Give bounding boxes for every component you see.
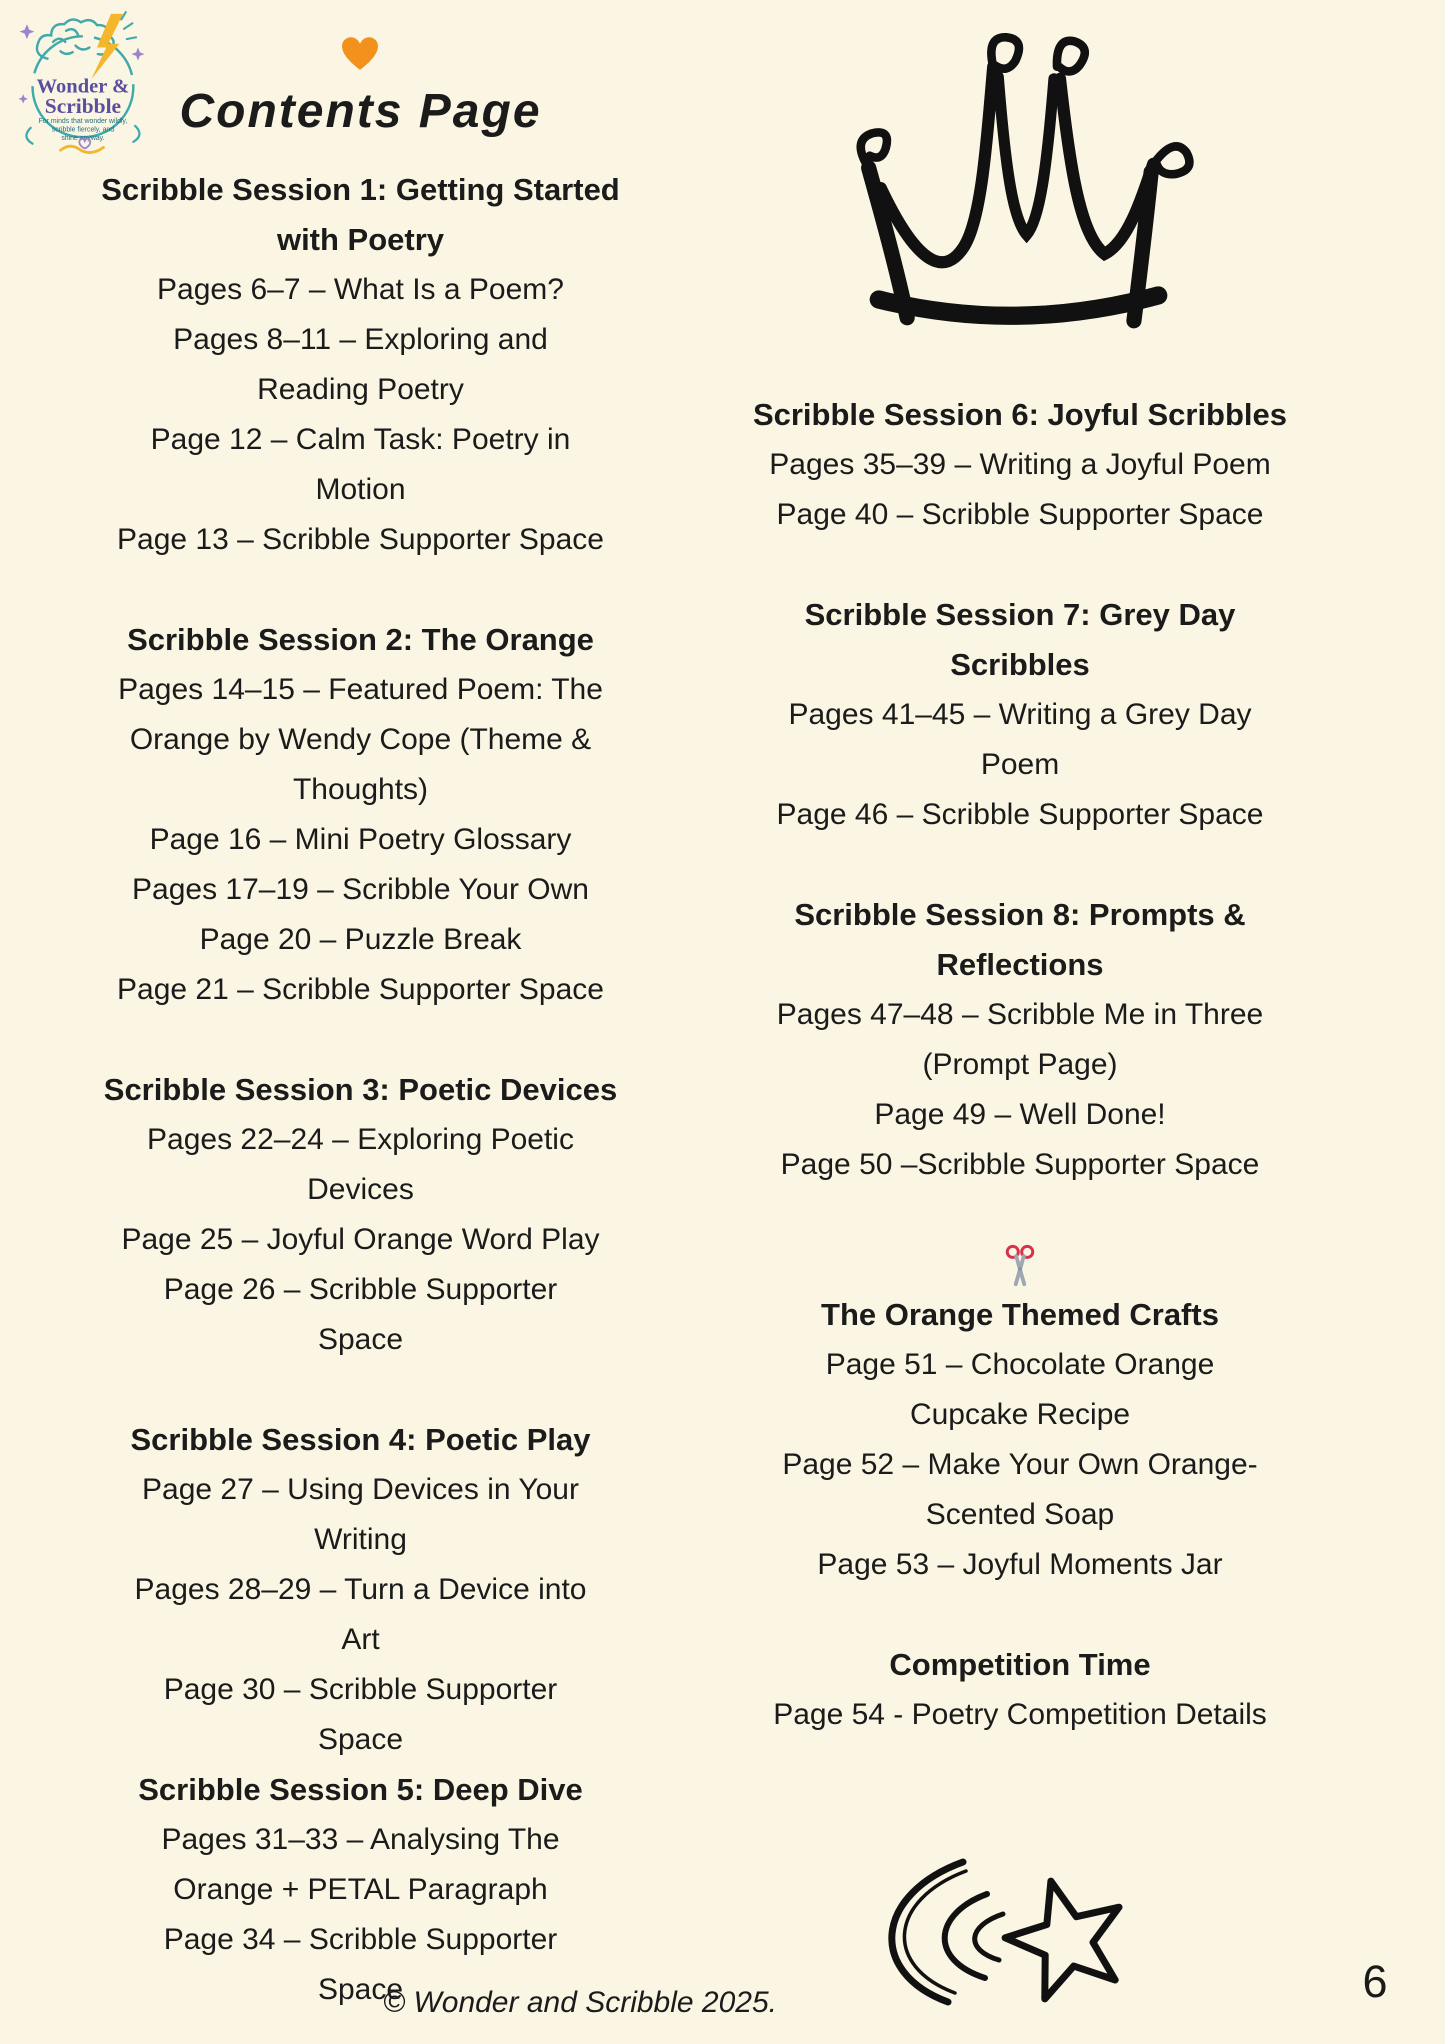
toc-item: Pages 14–15 – Featured Poem: The Orange by Wendy Cope (Theme & Thoughts) (118, 673, 603, 806)
toc-section (695, 1640, 1345, 1740)
toc-item: Pages 31–33 – Analysing The Orange + PETAL Paragraph (161, 1823, 560, 1906)
toc-section (38, 1065, 683, 1365)
toc-item: Pages 28–29 – Turn a Device into Art (134, 1573, 587, 1656)
toc-item: Page 53 – Joyful Moments Jar (817, 1548, 1223, 1581)
section-title: Scribble Session 6: Joyful Scribbles (752, 397, 1288, 432)
toc-item: Pages 8–11 – Exploring and Reading Poetry (173, 323, 548, 406)
toc-item: Page 40 – Scribble Supporter Space (776, 498, 1264, 531)
toc-section (38, 1415, 683, 1765)
toc-section (695, 890, 1345, 1190)
page-number: 6 (1362, 1956, 1388, 2007)
toc-item: Page 20 – Puzzle Break (199, 923, 522, 956)
toc-item: Page 21 – Scribble Supporter Space (117, 973, 604, 1006)
toc-item: Pages 35–39 – Writing a Joyful Poem (769, 448, 1271, 481)
left-column (38, 165, 683, 2015)
heart-icon (342, 37, 378, 70)
scissors-icon (695, 1240, 1345, 1290)
toc-item: Pages 22–24 – Exploring Poetic Devices (147, 1123, 574, 1206)
toc-section (38, 165, 683, 565)
logo-tagline-line2: scribble fiercely, and (51, 126, 115, 134)
toc-item: Page 27 – Using Devices in Your Writing (142, 1473, 579, 1556)
section-title: Scribble Session 8: Prompts & Reflections (794, 897, 1246, 982)
section-title: Scribble Session 1: Getting Started with Poetry (101, 172, 620, 257)
toc-item: Page 34 – Scribble Supporter Space (163, 1923, 558, 2006)
toc-section (695, 590, 1345, 840)
toc-section (695, 1240, 1345, 1590)
right-column (695, 390, 1345, 1740)
toc-item: Page 46 – Scribble Supporter Space (776, 798, 1264, 831)
toc-section (38, 1765, 683, 2015)
logo-wordmark-line1: Wonder & (36, 75, 130, 98)
logo-wordmark-line2: Scribble (44, 93, 122, 118)
toc-section (695, 390, 1345, 540)
toc-item: Pages 6–7 – What Is a Poem? (157, 273, 564, 306)
section-title: Scribble Session 2: The Orange (127, 622, 594, 657)
toc-item: Page 12 – Calm Task: Poetry in Motion (150, 423, 571, 506)
toc-item: Page 25 – Joyful Orange Word Play (121, 1223, 600, 1256)
toc-item: Page 51 – Chocolate Orange Cupcake Recipe (825, 1348, 1215, 1431)
toc-item: Page 52 – Make Your Own Orange- Scented Soap (782, 1448, 1258, 1531)
toc-item: Page 49 – Well Done! (874, 1098, 1166, 1131)
toc-item: Pages 41–45 – Writing a Grey Day Poem (788, 698, 1252, 781)
toc-item: Page 26 – Scribble Supporter Space (163, 1273, 558, 1356)
shooting-star-doodle (845, 1836, 1155, 2041)
toc-item: Page 13 – Scribble Supporter Space (117, 523, 604, 556)
section-title: Scribble Session 5: Deep Dive (138, 1772, 583, 1807)
spark-lines (121, 12, 136, 39)
toc-item: Page 50 –Scribble Supporter Space (780, 1148, 1260, 1181)
logo-tagline-line3: shine anyway. (61, 134, 105, 142)
toc-item: Page 16 – Mini Poetry Glossary (149, 823, 572, 856)
section-title: Scribble Session 7: Grey Day Scribbles (804, 597, 1236, 682)
page-title: Contents Page (179, 85, 542, 138)
toc-section (38, 615, 683, 1015)
copyright-line: © Wonder and Scribble 2025. (383, 1986, 777, 2019)
toc-item: Pages 47–48 – Scribble Me in Three (Prompt Page) (776, 998, 1264, 1081)
section-title: Competition Time (889, 1647, 1151, 1682)
section-title: The Orange Themed Crafts (821, 1297, 1219, 1332)
toc-item: Pages 17–19 – Scribble Your Own (132, 873, 589, 906)
toc-item: Page 54 - Poetry Competition Details (773, 1698, 1267, 1731)
toc-item: Page 30 – Scribble Supporter Space (163, 1673, 558, 1756)
crown-icon (820, 14, 1215, 338)
logo-tagline-line1: For minds that wonder wildly, (38, 118, 128, 126)
section-title: Scribble Session 4: Poetic Play (130, 1422, 591, 1457)
section-title: Scribble Session 3: Poetic Devices (103, 1072, 618, 1107)
